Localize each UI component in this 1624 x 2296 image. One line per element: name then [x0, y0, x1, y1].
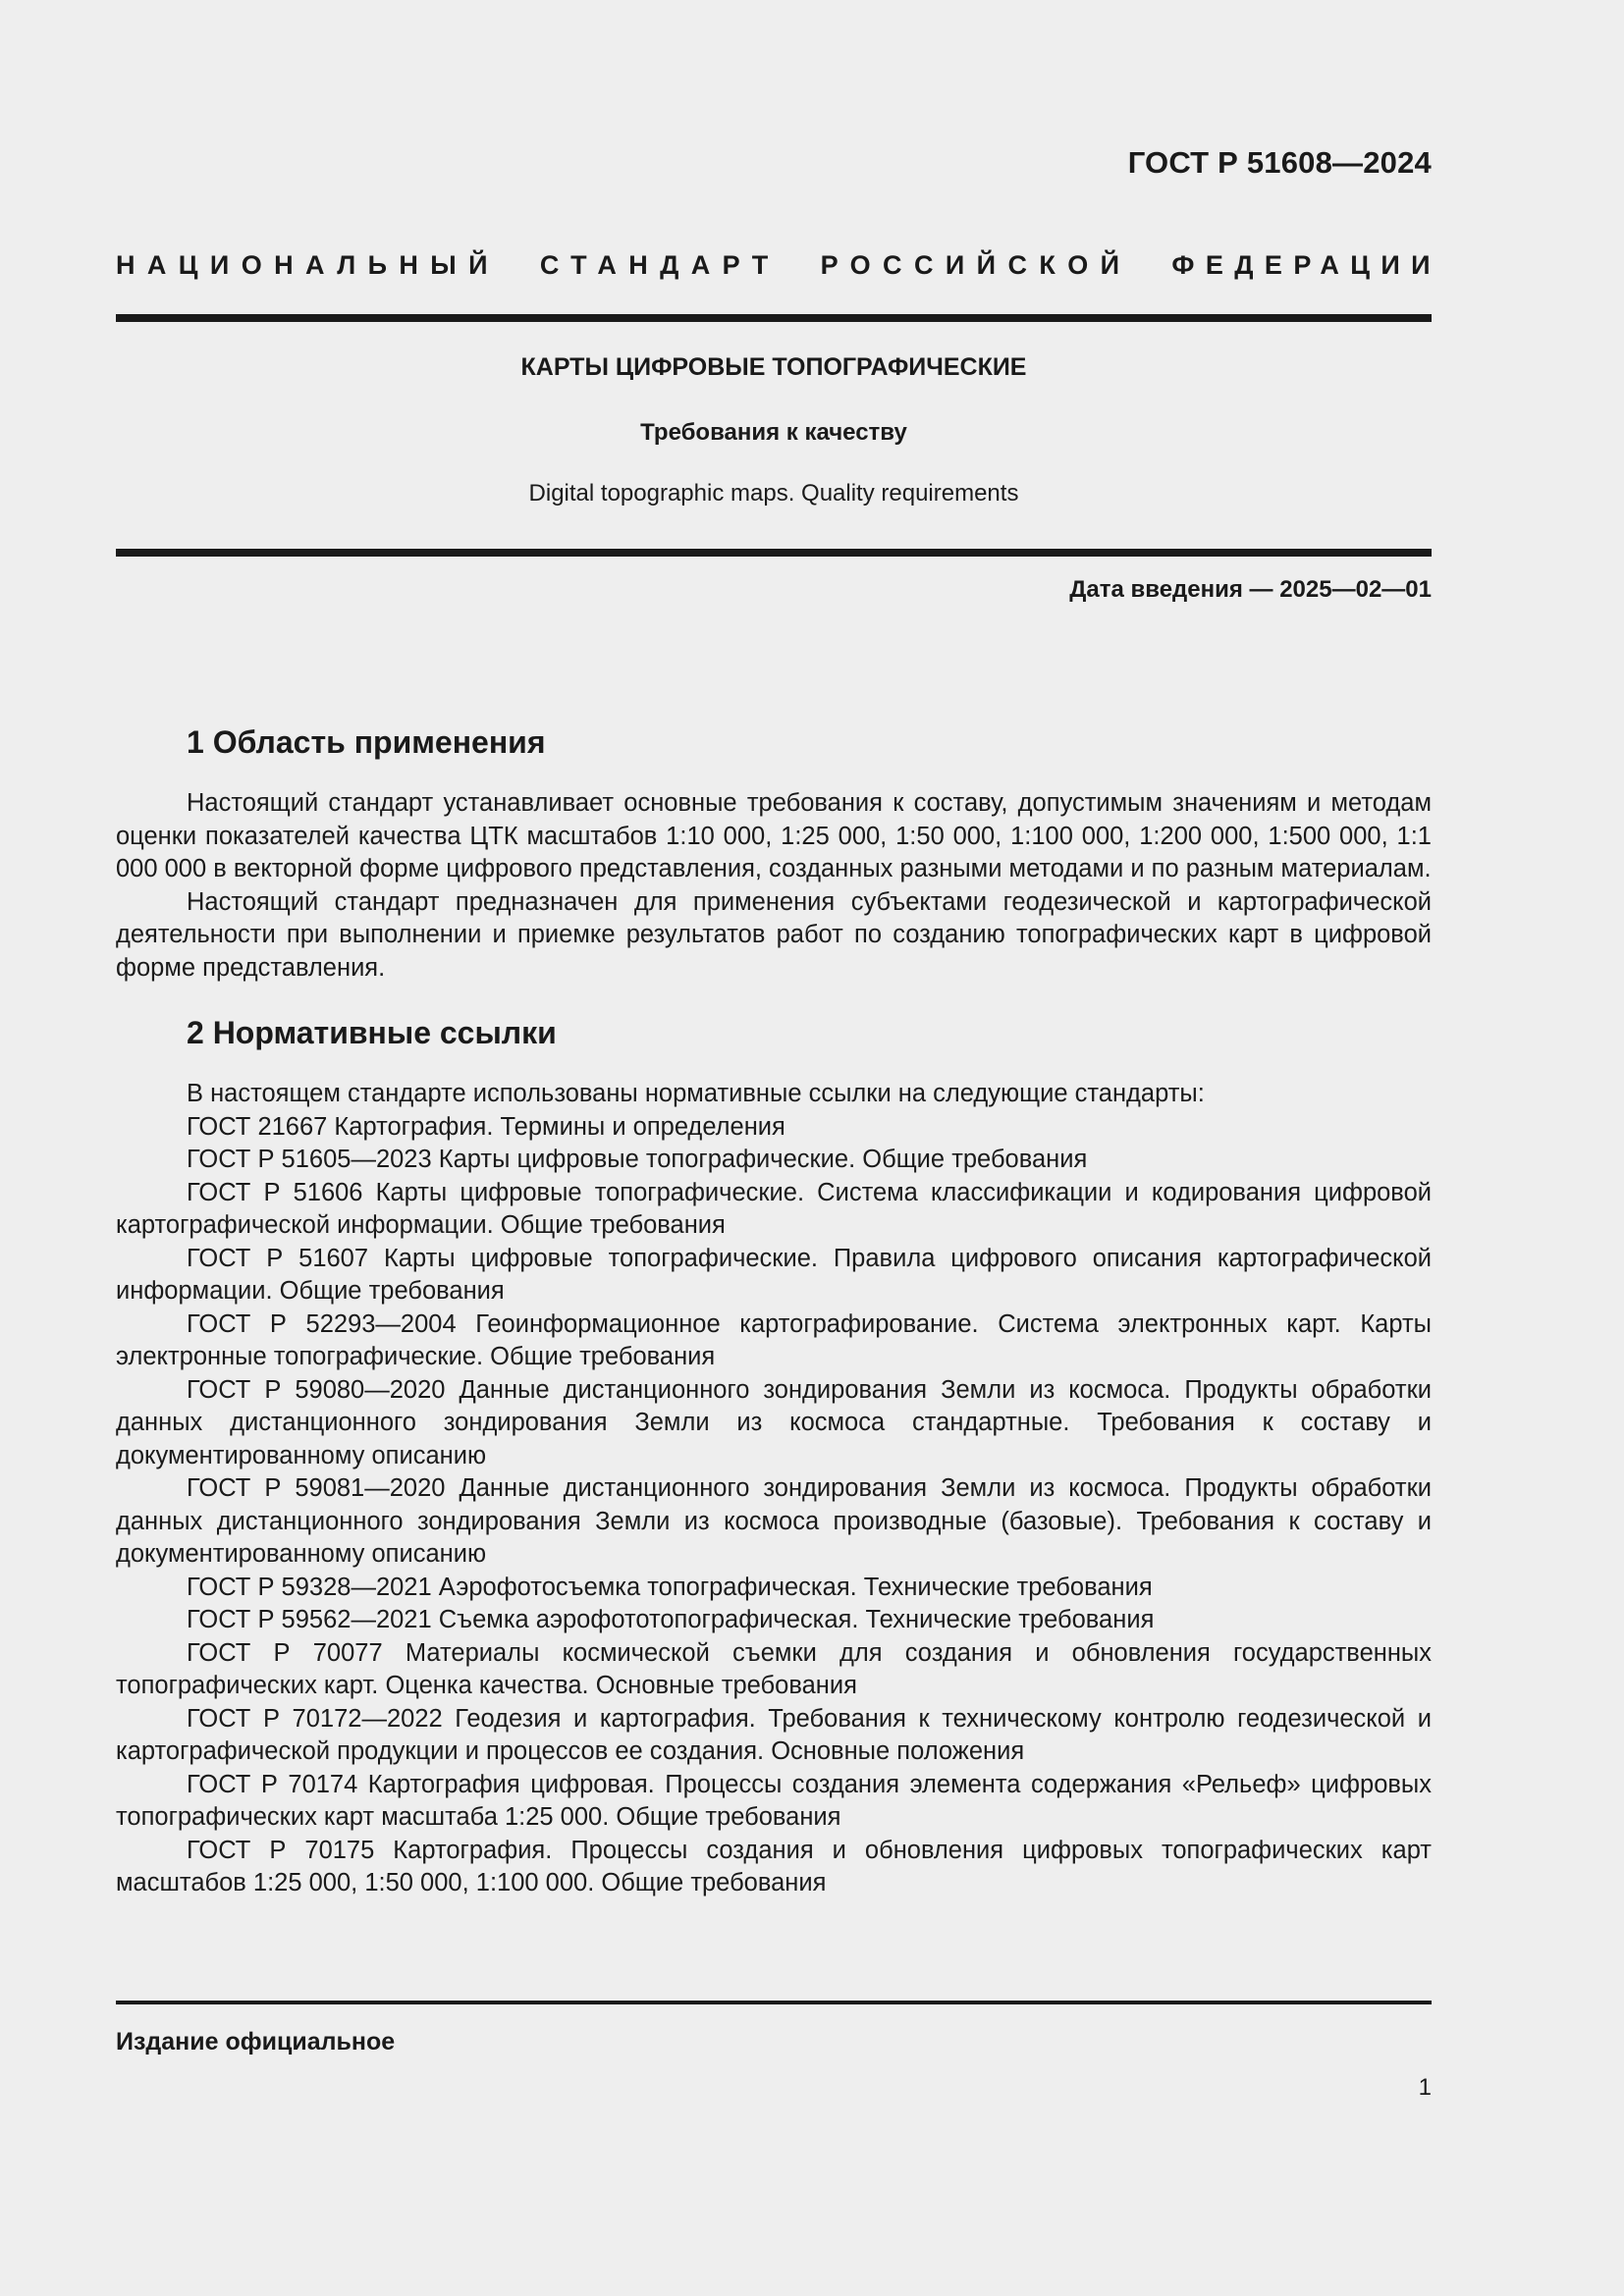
reference-item: ГОСТ Р 51607 Карты цифровые топографические. Правила цифрового описания картографической информации. Общие требования	[116, 1244, 1432, 1305]
document-title: КАРТЫ ЦИФРОВЫЕ ТОПОГРАФИЧЕСКИЕ	[520, 353, 1027, 381]
reference-item: ГОСТ Р 70175 Картография. Процессы создания и обновления цифровых топографических карт масштабов 1:25 000, 1:50 000, 1:100 000. Общие требования	[116, 1836, 1432, 1896]
document-body	[116, 717, 1432, 1900]
section-heading: 2 Нормативные ссылки	[187, 1015, 557, 1050]
paragraph: Настоящий стандарт предназначен для применения субъектами геодезической и картографической деятельности при выполнении и приемке результатов работ по созданию топографических карт в цифровой форме представления.	[116, 887, 1432, 982]
banner-word: РОССИЙСКОЙ	[820, 250, 1132, 280]
reference-item: ГОСТ Р 70077 Материалы космической съемки для создания и обновления государственных топографических карт. Оценка качества. Основные требования	[116, 1638, 1432, 1699]
reference-item: ГОСТ Р 59081—2020 Данные дистанционного зондирования Земли из космоса. Продукты обработки данных дистанционного зондирования Земли из космоса производные (базовые). Требования к составу и документированному описанию	[116, 1474, 1432, 1568]
reference-item: ГОСТ Р 51605—2023 Карты цифровые топографические. Общие требования	[187, 1146, 1088, 1173]
reference-item: ГОСТ 21667 Картография. Термины и определения	[187, 1112, 785, 1141]
title-divider	[116, 549, 1432, 557]
reference-item: ГОСТ Р 52293—2004 Геоинформационное картографирование. Система электронных карт. Карты электронные топографические. Общие требования	[116, 1309, 1432, 1370]
national-standard-banner	[116, 250, 1441, 281]
reference-item: ГОСТ Р 59328—2021 Аэрофотосъемка топографическая. Технические требования	[187, 1573, 1153, 1601]
official-edition-label: Издание официальное	[116, 2028, 396, 2056]
introduction-date: Дата введения — 2025—02—01	[1069, 576, 1432, 603]
reference-item: ГОСТ Р 70172—2022 Геодезия и картография. Требования к техническому контролю геодезической и картографической продукции и процессов ее создания. Основные положения	[116, 1704, 1432, 1765]
section-heading: 1 Область применения	[187, 724, 546, 760]
document-page	[116, 0, 1441, 2296]
banner-word: СТАНДАРТ	[539, 250, 781, 280]
document-subtitle: Требования к качеству	[640, 419, 907, 446]
document-number: ГОСТ Р 51608—2024	[1127, 145, 1432, 180]
reference-item: ГОСТ Р 59562—2021 Съемка аэрофототопографическая. Технические требования	[187, 1606, 1155, 1633]
top-divider	[116, 314, 1432, 322]
reference-item: ГОСТ Р 70174 Картография цифровая. Процессы создания элемента содержания «Рельеф» цифровых топографических карт масштаба 1:25 000. Общие требования	[116, 1770, 1432, 1831]
page-number: 1	[1418, 2074, 1432, 2101]
reference-item: ГОСТ Р 59080—2020 Данные дистанционного зондирования Земли из космоса. Продукты обработки данных дистанционного зондирования Земли из космоса стандартные. Требования к составу и документированному описанию	[116, 1375, 1432, 1469]
banner-word: ФЕДЕРАЦИИ	[1171, 250, 1441, 280]
paragraph: В настоящем стандарте использованы нормативные ссылки на следующие стандарты:	[187, 1080, 1205, 1107]
english-title: Digital topographic maps. Quality requirements	[528, 480, 1019, 507]
footer-divider	[116, 2001, 1432, 2004]
reference-item: ГОСТ Р 51606 Карты цифровые топографические. Система классификации и кодирования цифровой картографической информации. Общие требования	[116, 1178, 1432, 1239]
paragraph: Настоящий стандарт устанавливает основные требования к составу, допустимым значениям и методам оценки показателей качества ЦТК масштабов 1:10 000, 1:25 000, 1:50 000, 1:100 000, 1:200 000, 1:500 000, 1:1 000 000 в векторной форме цифрового представления, созданных разными методами и по разным материалам.	[116, 789, 1432, 882]
banner-word: НАЦИОНАЛЬНЫЙ	[116, 250, 500, 280]
